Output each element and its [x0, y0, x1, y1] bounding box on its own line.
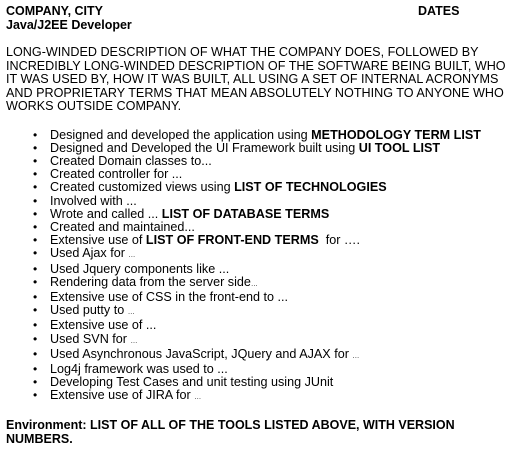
item-text: Used Ajax for	[50, 246, 129, 261]
dates: DATES	[418, 4, 460, 18]
bullet-icon: •	[33, 246, 38, 261]
bullet-icon: •	[33, 180, 38, 195]
item-text: Created Domain classes to...	[50, 153, 212, 168]
bullet-icon: •	[33, 206, 38, 221]
item-text: Used SVN for	[50, 331, 131, 346]
item-text: Used putty to	[50, 303, 128, 318]
job-title: Java/J2EE Developer	[6, 18, 132, 32]
item-text: Developing Test Cases and unit testing using JUnit	[50, 375, 334, 390]
environment-label: Environment:	[6, 417, 91, 432]
item-text: Extensive use of JIRA for	[50, 388, 195, 403]
bullet-icon: •	[33, 219, 38, 234]
item-bold: LIST OF DATABASE TERMS	[161, 206, 330, 221]
item-text: Extensive use of CSS in the front-end to ...	[50, 289, 289, 304]
bullet-icon: •	[33, 388, 38, 403]
item-bold: LIST OF FRONT-END TERMS	[145, 233, 319, 248]
item-text: Created customized views using	[50, 180, 235, 195]
item-text: Used Asynchronous JavaScript, JQuery and AJAX for	[50, 346, 353, 361]
responsibilities-list	[6, 129, 514, 405]
bullet-icon: •	[33, 153, 38, 168]
list-item	[6, 247, 514, 262]
bullet-icon: •	[33, 303, 38, 318]
resume-section	[6, 4, 514, 446]
item-bold: UI TOOL LIST	[358, 140, 441, 155]
item-ellipsis: …	[352, 352, 360, 360]
list-item	[6, 276, 514, 291]
bullet-icon: •	[33, 375, 38, 390]
company-city: COMPANY, CITY	[6, 4, 103, 18]
list-item	[6, 304, 514, 319]
item-text: Extensive use of	[50, 233, 146, 248]
list-item	[6, 389, 514, 404]
bullet-icon: •	[33, 167, 38, 182]
item-ellipsis: …	[250, 280, 258, 288]
environment-line	[6, 418, 514, 446]
item-text: Log4j framework was used to ...	[50, 361, 228, 376]
bullet-icon: •	[33, 140, 38, 155]
item-text: Extensive use of ...	[50, 318, 157, 333]
list-item	[6, 333, 514, 348]
bullet-icon: •	[33, 261, 38, 276]
item-ellipsis: …	[128, 252, 136, 260]
item-text: Created and maintained...	[50, 219, 195, 234]
item-bold: METHODOLOGY TERM LIST	[311, 127, 481, 142]
item-text: Designed and Developed the UI Framework built using	[50, 140, 359, 155]
item-text: Wrote and called ...	[50, 206, 162, 221]
bullet-icon: •	[33, 346, 38, 361]
item-tail: for ….	[318, 233, 361, 248]
bullet-icon: •	[33, 233, 38, 248]
item-text: Involved with ...	[50, 193, 137, 208]
item-text: Rendering data from the server side	[50, 274, 251, 289]
bullet-icon: •	[33, 193, 38, 208]
bullet-icon: •	[33, 289, 38, 304]
item-ellipsis: …	[130, 337, 138, 345]
bullet-icon: •	[33, 361, 38, 376]
item-text: Created controller for ...	[50, 167, 183, 182]
company-description: LONG-WINDED DESCRIPTION OF WHAT THE COMPANY DOES, FOLLOWED BY INCREDIBLY LONG-WINDED DESCRIPTION OF THE SOFTWARE BEING BUILT, WHO IT WAS USED BY, HOW IT WAS BUILT, ALL USING A SET OF INTERNAL ACRONYMS AND PROPRIETARY TERMS THAT MEAN ABSOLUTELY NOTHING TO ANYONE WHO WORKS OUTSIDE COMPANY.	[6, 45, 506, 113]
bullet-icon: •	[33, 127, 38, 142]
item-text: Used Jquery components like ...	[50, 261, 230, 276]
bullet-icon: •	[33, 331, 38, 346]
bullet-icon: •	[33, 318, 38, 333]
item-ellipsis: …	[194, 394, 202, 402]
item-ellipsis: …	[127, 309, 135, 317]
item-bold: LIST OF TECHNOLOGIES	[234, 180, 387, 195]
environment-text: LIST OF ALL OF THE TOOLS LISTED ABOVE, WITH VERSION NUMBERS.	[6, 417, 455, 446]
bullet-icon: •	[33, 274, 38, 289]
list-item	[6, 348, 514, 363]
item-text: Designed and developed the application using	[50, 127, 312, 142]
header-row	[6, 4, 514, 18]
